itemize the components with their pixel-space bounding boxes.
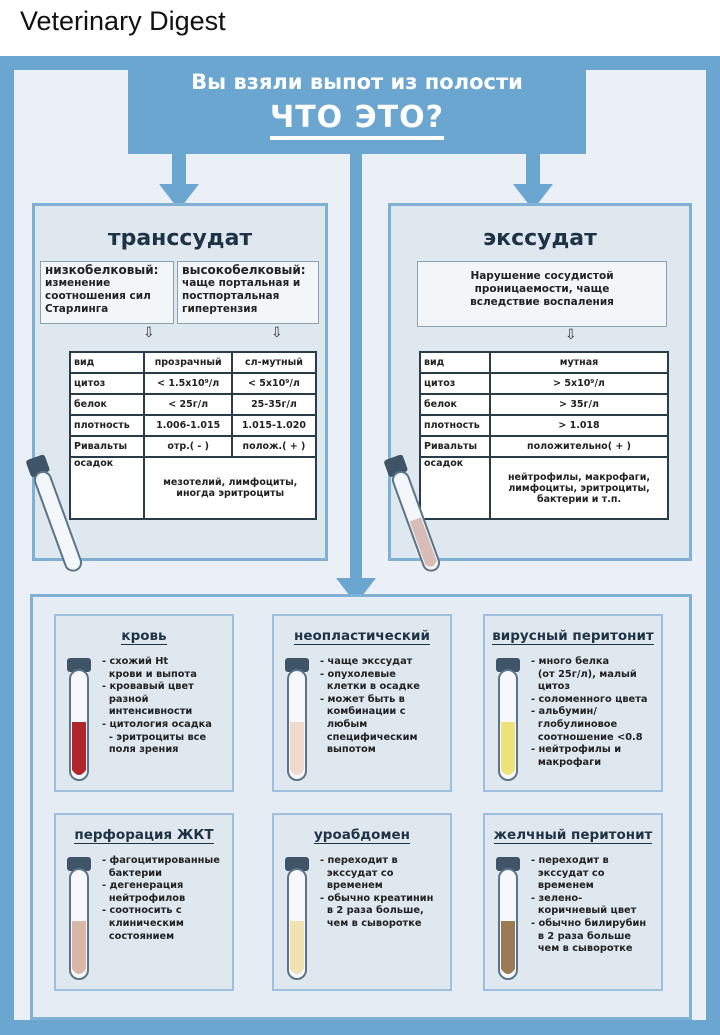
low-protein-head: низкобелковый:: [45, 263, 159, 277]
row-value: мезотелий, лимфоциты, иногда эритроциты: [144, 457, 316, 519]
connector-center: [350, 154, 362, 584]
header-banner: [128, 56, 586, 154]
card-description: - переходит в экссудат со временем - обычно креатинин в 2 раза больше, чем в сыворотке: [320, 855, 434, 929]
effusion-card: [54, 614, 234, 792]
row-value: < 5х10⁹/л: [232, 373, 316, 394]
app-title: Veterinary Digest: [20, 6, 226, 36]
exudate-table: [419, 351, 669, 520]
table-row: [420, 352, 668, 373]
card-title: [485, 628, 661, 644]
table-row: [70, 373, 316, 394]
tube-fluid: [290, 921, 304, 974]
row-value: прозрачный: [144, 352, 231, 373]
down-arrow-icon: ⇩: [565, 326, 577, 342]
transudate-title: транссудат: [107, 226, 253, 251]
test-tube-icon: [64, 656, 94, 786]
header-question: Вы взяли выпот из полости: [191, 70, 523, 94]
effusion-card: [272, 614, 452, 792]
card-description: - много белка (от 25г/л), малый цитоз - соломенного цвета - альбумин/ глобулиновое соотношение <0.8 - нейтрофилы и макрофаги: [531, 656, 648, 768]
row-value: > 1.018: [490, 415, 668, 436]
row-label: цитоз: [70, 373, 144, 394]
test-tube-icon: [64, 855, 94, 985]
card-title: [56, 628, 232, 644]
table-row: [420, 436, 668, 457]
exudate-cause-box: [417, 261, 667, 327]
tube-fluid: [290, 722, 304, 775]
table-row: [420, 457, 668, 519]
row-label: цитоз: [420, 373, 490, 394]
row-label: осадок: [70, 457, 144, 519]
effusion-card: [483, 614, 663, 792]
row-label: вид: [420, 352, 490, 373]
high-protein-head: высокобелковый:: [182, 263, 306, 277]
table-row: [70, 415, 316, 436]
app-bar: [0, 0, 720, 50]
table-row: [420, 373, 668, 394]
test-tube-icon: [493, 656, 523, 786]
row-value: отр.( - ): [144, 436, 231, 457]
card-description: - переходит в экссудат со временем - зелено- коричневый цвет - обычно билирубин в 2 раза больше чем в сыворотке: [531, 855, 647, 955]
effusion-card: [483, 813, 663, 991]
card-title: [56, 827, 232, 843]
row-label: белок: [420, 394, 490, 415]
test-tube-icon: [493, 855, 523, 985]
card-description: - чаще экссудат - опухолевые клетки в осадке - может быть в комбинации с любым специфическим выпотом: [320, 656, 420, 756]
row-value: сл-мутный: [232, 352, 316, 373]
row-label: белок: [70, 394, 144, 415]
test-tube-icon: [382, 450, 444, 582]
low-protein-text: изменение соотношения сил Старлинга: [45, 277, 151, 315]
row-value: 1.006-1.015: [144, 415, 231, 436]
row-label: плотность: [70, 415, 144, 436]
row-label: осадок: [420, 457, 490, 519]
low-protein-box: [40, 261, 174, 324]
card-description: - схожий Ht крови и выпота - кровавый цвет разной интенсивности - цитология осадка - эритроциты все поля зрения: [102, 656, 212, 756]
table-row: [70, 352, 316, 373]
tube-fluid: [72, 722, 86, 775]
card-title-text: перфорация ЖКТ: [74, 827, 214, 843]
row-value: мутная: [490, 352, 668, 373]
row-value: полож.( + ): [232, 436, 316, 457]
header-title-text: ЧТО ЭТО?: [270, 100, 444, 140]
table-row: [420, 394, 668, 415]
table-row: [420, 415, 668, 436]
tube-fluid: [501, 921, 515, 974]
test-tube-icon: [282, 855, 312, 985]
row-value: < 1.5х10⁹/л: [144, 373, 231, 394]
row-value: > 5х10⁹/л: [490, 373, 668, 394]
table-row: [70, 394, 316, 415]
down-arrow-icon: ⇩: [271, 324, 283, 340]
high-protein-box: [177, 261, 319, 324]
test-tube-icon: [282, 656, 312, 786]
row-value: положительно( + ): [490, 436, 668, 457]
row-value: 25-35г/л: [232, 394, 316, 415]
card-title: [274, 628, 450, 644]
row-value: 1.015-1.020: [232, 415, 316, 436]
transudate-table: [69, 351, 317, 520]
exudate-cause-text: Нарушение сосудистой проницаемости, чаще вследствие воспаления: [470, 270, 614, 308]
card-title-text: кровь: [121, 628, 167, 644]
effusion-card: [272, 813, 452, 991]
card-title-text: уроабдомен: [314, 827, 410, 843]
row-label: вид: [70, 352, 144, 373]
row-label: Ривальты: [420, 436, 490, 457]
card-title: [274, 827, 450, 843]
card-description: - фагоцитированные бактерии - дегенерация нейтрофилов - соотносить с клиническим состоянием: [102, 855, 220, 942]
card-title-text: желчный перитонит: [493, 827, 653, 843]
effusion-card: [54, 813, 234, 991]
test-tube-icon: [24, 450, 86, 582]
row-value: < 25г/л: [144, 394, 231, 415]
table-row: [70, 436, 316, 457]
card-title-text: неопластический: [294, 628, 430, 644]
card-title: [485, 827, 661, 843]
tube-fluid: [72, 921, 86, 974]
tube-fluid: [501, 722, 515, 775]
card-title-text: вирусный перитонит: [492, 628, 654, 644]
exudate-title: экссудат: [483, 226, 597, 251]
row-label: плотность: [420, 415, 490, 436]
row-label: Ривальты: [70, 436, 144, 457]
table-row: [70, 457, 316, 519]
header-title: [128, 100, 586, 135]
row-value: нейтрофилы, макрофаги, лимфоциты, эритроциты, бактерии и т.п.: [490, 457, 668, 519]
row-value: > 35г/л: [490, 394, 668, 415]
down-arrow-icon: ⇩: [143, 324, 155, 340]
high-protein-text: чаще портальная и постпортальная гипертензия: [182, 277, 301, 315]
